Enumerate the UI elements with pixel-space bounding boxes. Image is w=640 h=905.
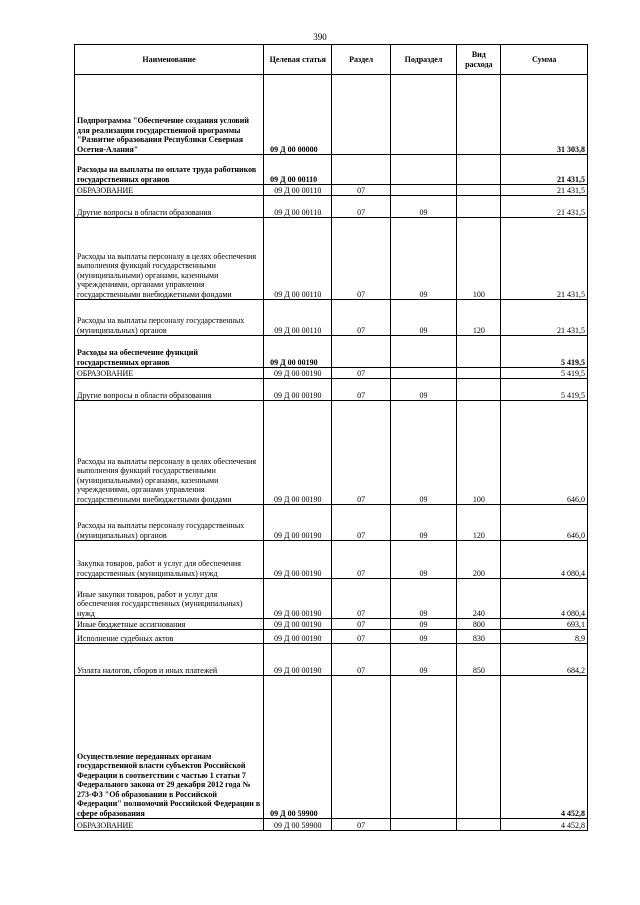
table-cell-sum: 4 452,8 — [501, 676, 588, 819]
table-cell-sum: 4 080,4 — [501, 541, 588, 579]
table-cell-code: 09 Д 00 00110 — [264, 218, 332, 300]
table-cell-subsection: 09 — [390, 630, 456, 644]
table-cell-subsection — [390, 185, 456, 196]
table-cell-type: 850 — [457, 644, 501, 676]
header-section: Раздел — [332, 45, 390, 75]
table-cell-type: 800 — [457, 619, 501, 630]
table-cell-subsection — [390, 819, 456, 831]
table-cell-section: 07 — [332, 630, 390, 644]
table-row — [75, 155, 588, 185]
table-cell-code: 09 Д 00 00190 — [264, 336, 332, 368]
table-row — [75, 379, 588, 401]
table-cell-sum: 5 419,5 — [501, 368, 588, 379]
table-cell-section — [332, 155, 390, 185]
table-cell-sum: 31 303,8 — [501, 75, 588, 155]
table-cell-code: 09 Д 00 00190 — [264, 401, 332, 505]
table-cell-section: 07 — [332, 505, 390, 541]
table-cell-section: 07 — [332, 644, 390, 676]
table-cell-code: 09 Д 00 59900 — [264, 819, 332, 831]
table-cell-code: 09 Д 00 00190 — [264, 579, 332, 619]
table-cell-name: Расходы на выплаты персоналу в целях обеспечения выполнения функций государственными (муниципальными) органами, казенными учреждениями, органами управления государственными внебюджетными фондами — [75, 218, 264, 300]
table-row — [75, 505, 588, 541]
table-cell-code: 09 Д 00 00190 — [264, 644, 332, 676]
table-cell-sum: 646,0 — [501, 505, 588, 541]
table-row — [75, 819, 588, 831]
table-row — [75, 218, 588, 300]
table-cell-sum: 693,1 — [501, 619, 588, 630]
table-cell-code: 09 Д 00 00190 — [264, 630, 332, 644]
table-cell-code: 09 Д 00 00190 — [264, 368, 332, 379]
header-type: Вид расхода — [457, 45, 501, 75]
table-cell-name: Расходы на выплаты персоналу государственных (муниципальных) органов — [75, 300, 264, 336]
table-cell-type — [457, 155, 501, 185]
table-cell-sum: 5 419,5 — [501, 336, 588, 368]
table-cell-sum: 4 080,4 — [501, 579, 588, 619]
table-row — [75, 185, 588, 196]
table-cell-type: 240 — [457, 579, 501, 619]
table-cell-section: 07 — [332, 218, 390, 300]
table-row — [75, 75, 588, 155]
table-row — [75, 541, 588, 579]
table-cell-name: ОБРАЗОВАНИЕ — [75, 819, 264, 831]
table-cell-code: 09 Д 00 00110 — [264, 155, 332, 185]
table-cell-name: Подпрограмма "Обеспечение создания условий для реализации государственной программы "Развитие образования Республики Северная Осетия-Алания" — [75, 75, 264, 155]
table-cell-subsection: 09 — [390, 401, 456, 505]
table-cell-sum: 684,2 — [501, 644, 588, 676]
table-cell-type — [457, 185, 501, 196]
budget-table — [74, 44, 588, 831]
table-row — [75, 676, 588, 819]
table-cell-name: ОБРАЗОВАНИЕ — [75, 185, 264, 196]
table-cell-name: Расходы на обеспечение функций государственных органов — [75, 336, 264, 368]
table-cell-type: 100 — [457, 401, 501, 505]
table-row — [75, 579, 588, 619]
table-cell-type: 830 — [457, 630, 501, 644]
table-cell-subsection: 09 — [390, 218, 456, 300]
table-cell-sum: 21 431,5 — [501, 218, 588, 300]
table-cell-subsection — [390, 336, 456, 368]
table-cell-name: Другие вопросы в области образования — [75, 379, 264, 401]
header-sum: Сумма — [501, 45, 588, 75]
table-cell-type — [457, 336, 501, 368]
table-cell-type: 100 — [457, 218, 501, 300]
table-cell-section: 07 — [332, 619, 390, 630]
table-cell-type — [457, 379, 501, 401]
table-cell-code: 09 Д 00 00190 — [264, 379, 332, 401]
table-cell-name: Уплата налогов, сборов и иных платежей — [75, 644, 264, 676]
table-cell-code: 09 Д 00 00000 — [264, 75, 332, 155]
table-cell-section: 07 — [332, 401, 390, 505]
table-cell-name: Закупка товаров, работ и услуг для обеспечения государственных (муниципальных) нужд — [75, 541, 264, 579]
table-row — [75, 644, 588, 676]
table-cell-sum: 21 431,5 — [501, 300, 588, 336]
table-cell-section — [332, 676, 390, 819]
table-cell-sum: 8,9 — [501, 630, 588, 644]
table-cell-section: 07 — [332, 819, 390, 831]
table-row — [75, 630, 588, 644]
table-cell-type — [457, 819, 501, 831]
table-cell-name: Другие вопросы в области образования — [75, 196, 264, 218]
table-cell-name: Исполнение судебных актов — [75, 630, 264, 644]
table-cell-name: Осуществление переданных органам государственной власти субъектов Российской Федерации в соответствии с частью 1 статьи 7 Федерального закона от 29 декабря 2012 года № 273-ФЗ "Об образовании в Российской Федерации" полномочий Российской Федерации в сфере образования — [75, 676, 264, 819]
table-cell-name: Иные бюджетные ассигнования — [75, 619, 264, 630]
table-cell-subsection: 09 — [390, 541, 456, 579]
table-cell-section: 07 — [332, 196, 390, 218]
table-row — [75, 300, 588, 336]
header-subsection: Подраздел — [390, 45, 456, 75]
table-cell-subsection — [390, 368, 456, 379]
table-cell-subsection: 09 — [390, 379, 456, 401]
table-row — [75, 368, 588, 379]
header-code: Целевая статья — [264, 45, 332, 75]
table-cell-type — [457, 368, 501, 379]
table-cell-subsection: 09 — [390, 505, 456, 541]
table-cell-sum: 4 452,8 — [501, 819, 588, 831]
table-cell-code: 09 Д 00 00190 — [264, 505, 332, 541]
table-cell-subsection: 09 — [390, 579, 456, 619]
table-cell-section: 07 — [332, 368, 390, 379]
table-cell-section — [332, 336, 390, 368]
table-cell-section — [332, 75, 390, 155]
table-cell-sum: 21 431,5 — [501, 196, 588, 218]
table-cell-section: 07 — [332, 541, 390, 579]
table-cell-subsection: 09 — [390, 644, 456, 676]
table-row — [75, 401, 588, 505]
page-number: 390 — [313, 32, 327, 42]
table-cell-type — [457, 75, 501, 155]
table-cell-type: 120 — [457, 300, 501, 336]
table-cell-section: 07 — [332, 185, 390, 196]
table-cell-name: Расходы на выплаты персоналу государственных (муниципальных) органов — [75, 505, 264, 541]
table-cell-name: ОБРАЗОВАНИЕ — [75, 368, 264, 379]
header-name: Наименование — [75, 45, 264, 75]
table-cell-type: 120 — [457, 505, 501, 541]
table-cell-section: 07 — [332, 300, 390, 336]
table-header-row — [75, 45, 588, 75]
table-cell-code: 09 Д 00 59900 — [264, 676, 332, 819]
table-cell-section: 07 — [332, 379, 390, 401]
table-row — [75, 336, 588, 368]
table-cell-subsection — [390, 155, 456, 185]
table-cell-name: Расходы на выплаты по оплате труда работников государственных органов — [75, 155, 264, 185]
table-cell-code: 09 Д 00 00110 — [264, 196, 332, 218]
table-row — [75, 619, 588, 630]
table-cell-sum: 5 419,5 — [501, 379, 588, 401]
table-body — [75, 75, 588, 831]
table-cell-name: Расходы на выплаты персоналу в целях обеспечения выполнения функций государственными (муниципальными) органами, казенными учреждениями, органами управления государственными внебюджетными фондами — [75, 401, 264, 505]
table-cell-sum: 21 431,5 — [501, 155, 588, 185]
table-cell-code: 09 Д 00 00110 — [264, 185, 332, 196]
table-cell-type — [457, 676, 501, 819]
table-cell-name: Иные закупки товаров, работ и услуг для обеспечения государственных (муниципальных) нужд — [75, 579, 264, 619]
table-cell-type: 200 — [457, 541, 501, 579]
table-cell-code: 09 Д 00 00110 — [264, 300, 332, 336]
table-cell-subsection: 09 — [390, 196, 456, 218]
table-cell-subsection: 09 — [390, 300, 456, 336]
table-cell-subsection — [390, 676, 456, 819]
table-cell-code: 09 Д 00 00190 — [264, 619, 332, 630]
table-cell-code: 09 Д 00 00190 — [264, 541, 332, 579]
table-cell-subsection: 09 — [390, 619, 456, 630]
table-cell-subsection — [390, 75, 456, 155]
table-cell-section: 07 — [332, 579, 390, 619]
table-cell-sum: 21 431,5 — [501, 185, 588, 196]
table-row — [75, 196, 588, 218]
table-cell-type — [457, 196, 501, 218]
table-cell-sum: 646,0 — [501, 401, 588, 505]
